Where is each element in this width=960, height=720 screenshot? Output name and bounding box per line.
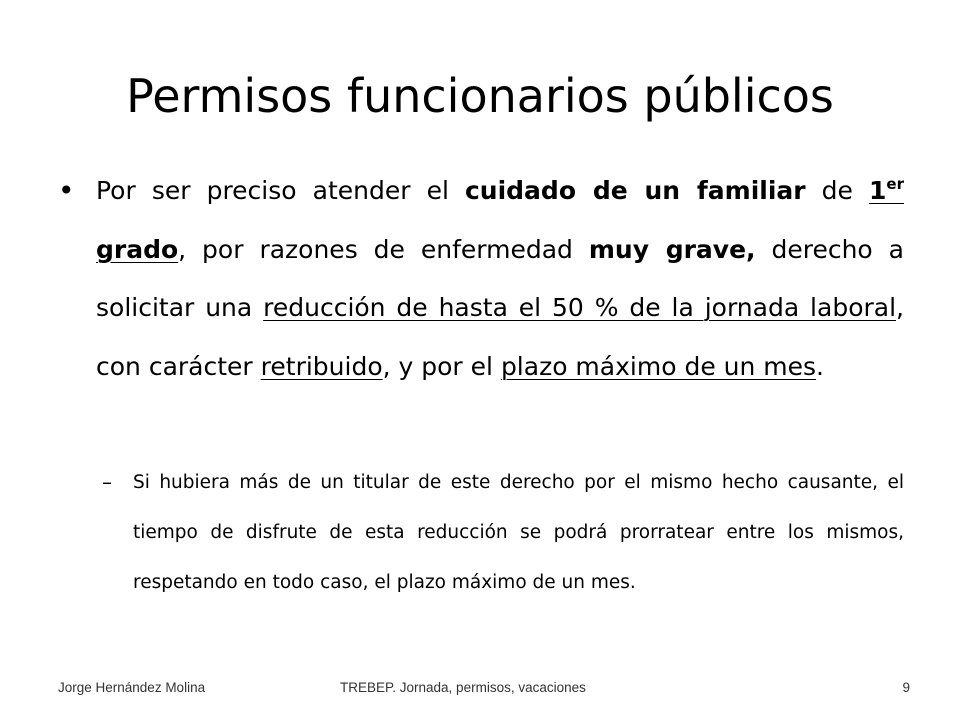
footer-page-number: 9 xyxy=(902,680,910,695)
bullet-text-ordinal-number: 1 xyxy=(869,176,887,205)
bullet-text-derecho: derecho a solicitar una xyxy=(96,234,904,322)
bullet-text-period: . xyxy=(816,351,824,381)
bullet-text-cuidado-familiar: cuidado de un familiar xyxy=(464,176,806,205)
footer-topic: TREBEP. Jornada, permisos, vacaciones xyxy=(340,680,586,695)
sub-bullet-marker: – xyxy=(102,470,112,494)
slide-title: Permisos funcionarios públicos xyxy=(126,69,834,123)
bullet-text-plazo-maximo: plazo máximo de un mes xyxy=(500,351,817,381)
bullet-paragraph xyxy=(96,162,904,396)
bullet-text-1: Por ser preciso atender el xyxy=(96,176,465,205)
bullet-text-grado: grado xyxy=(96,234,179,264)
bullet-text-muy-grave: muy grave, xyxy=(588,234,756,264)
bullet-text-de: de xyxy=(805,176,869,205)
bullet-marker: • xyxy=(58,174,75,207)
bullet-text-retribuido: retribuido xyxy=(260,351,383,381)
bullet-text-caracter: , con carácter xyxy=(96,293,904,381)
sub-bullet-paragraph: Si hubiera más de un titular de este derecho por el mismo hecho causante, el tiempo de disfrute de esta reducción se podrá prorratear entre los mismos, respetando en todo caso, el plazo máximo de un mes. xyxy=(133,472,904,593)
bullet-text-ordinal-suffix: er xyxy=(886,175,904,193)
bullet-text-razones: , por razones de enfermedad xyxy=(178,234,589,264)
bullet-text-y-por-el: , y por el xyxy=(382,351,501,381)
footer-author: Jorge Hernández Molina xyxy=(58,680,206,695)
bullet-text-reduccion: reducción de hasta el 50 % de la jornada laboral xyxy=(263,293,897,322)
